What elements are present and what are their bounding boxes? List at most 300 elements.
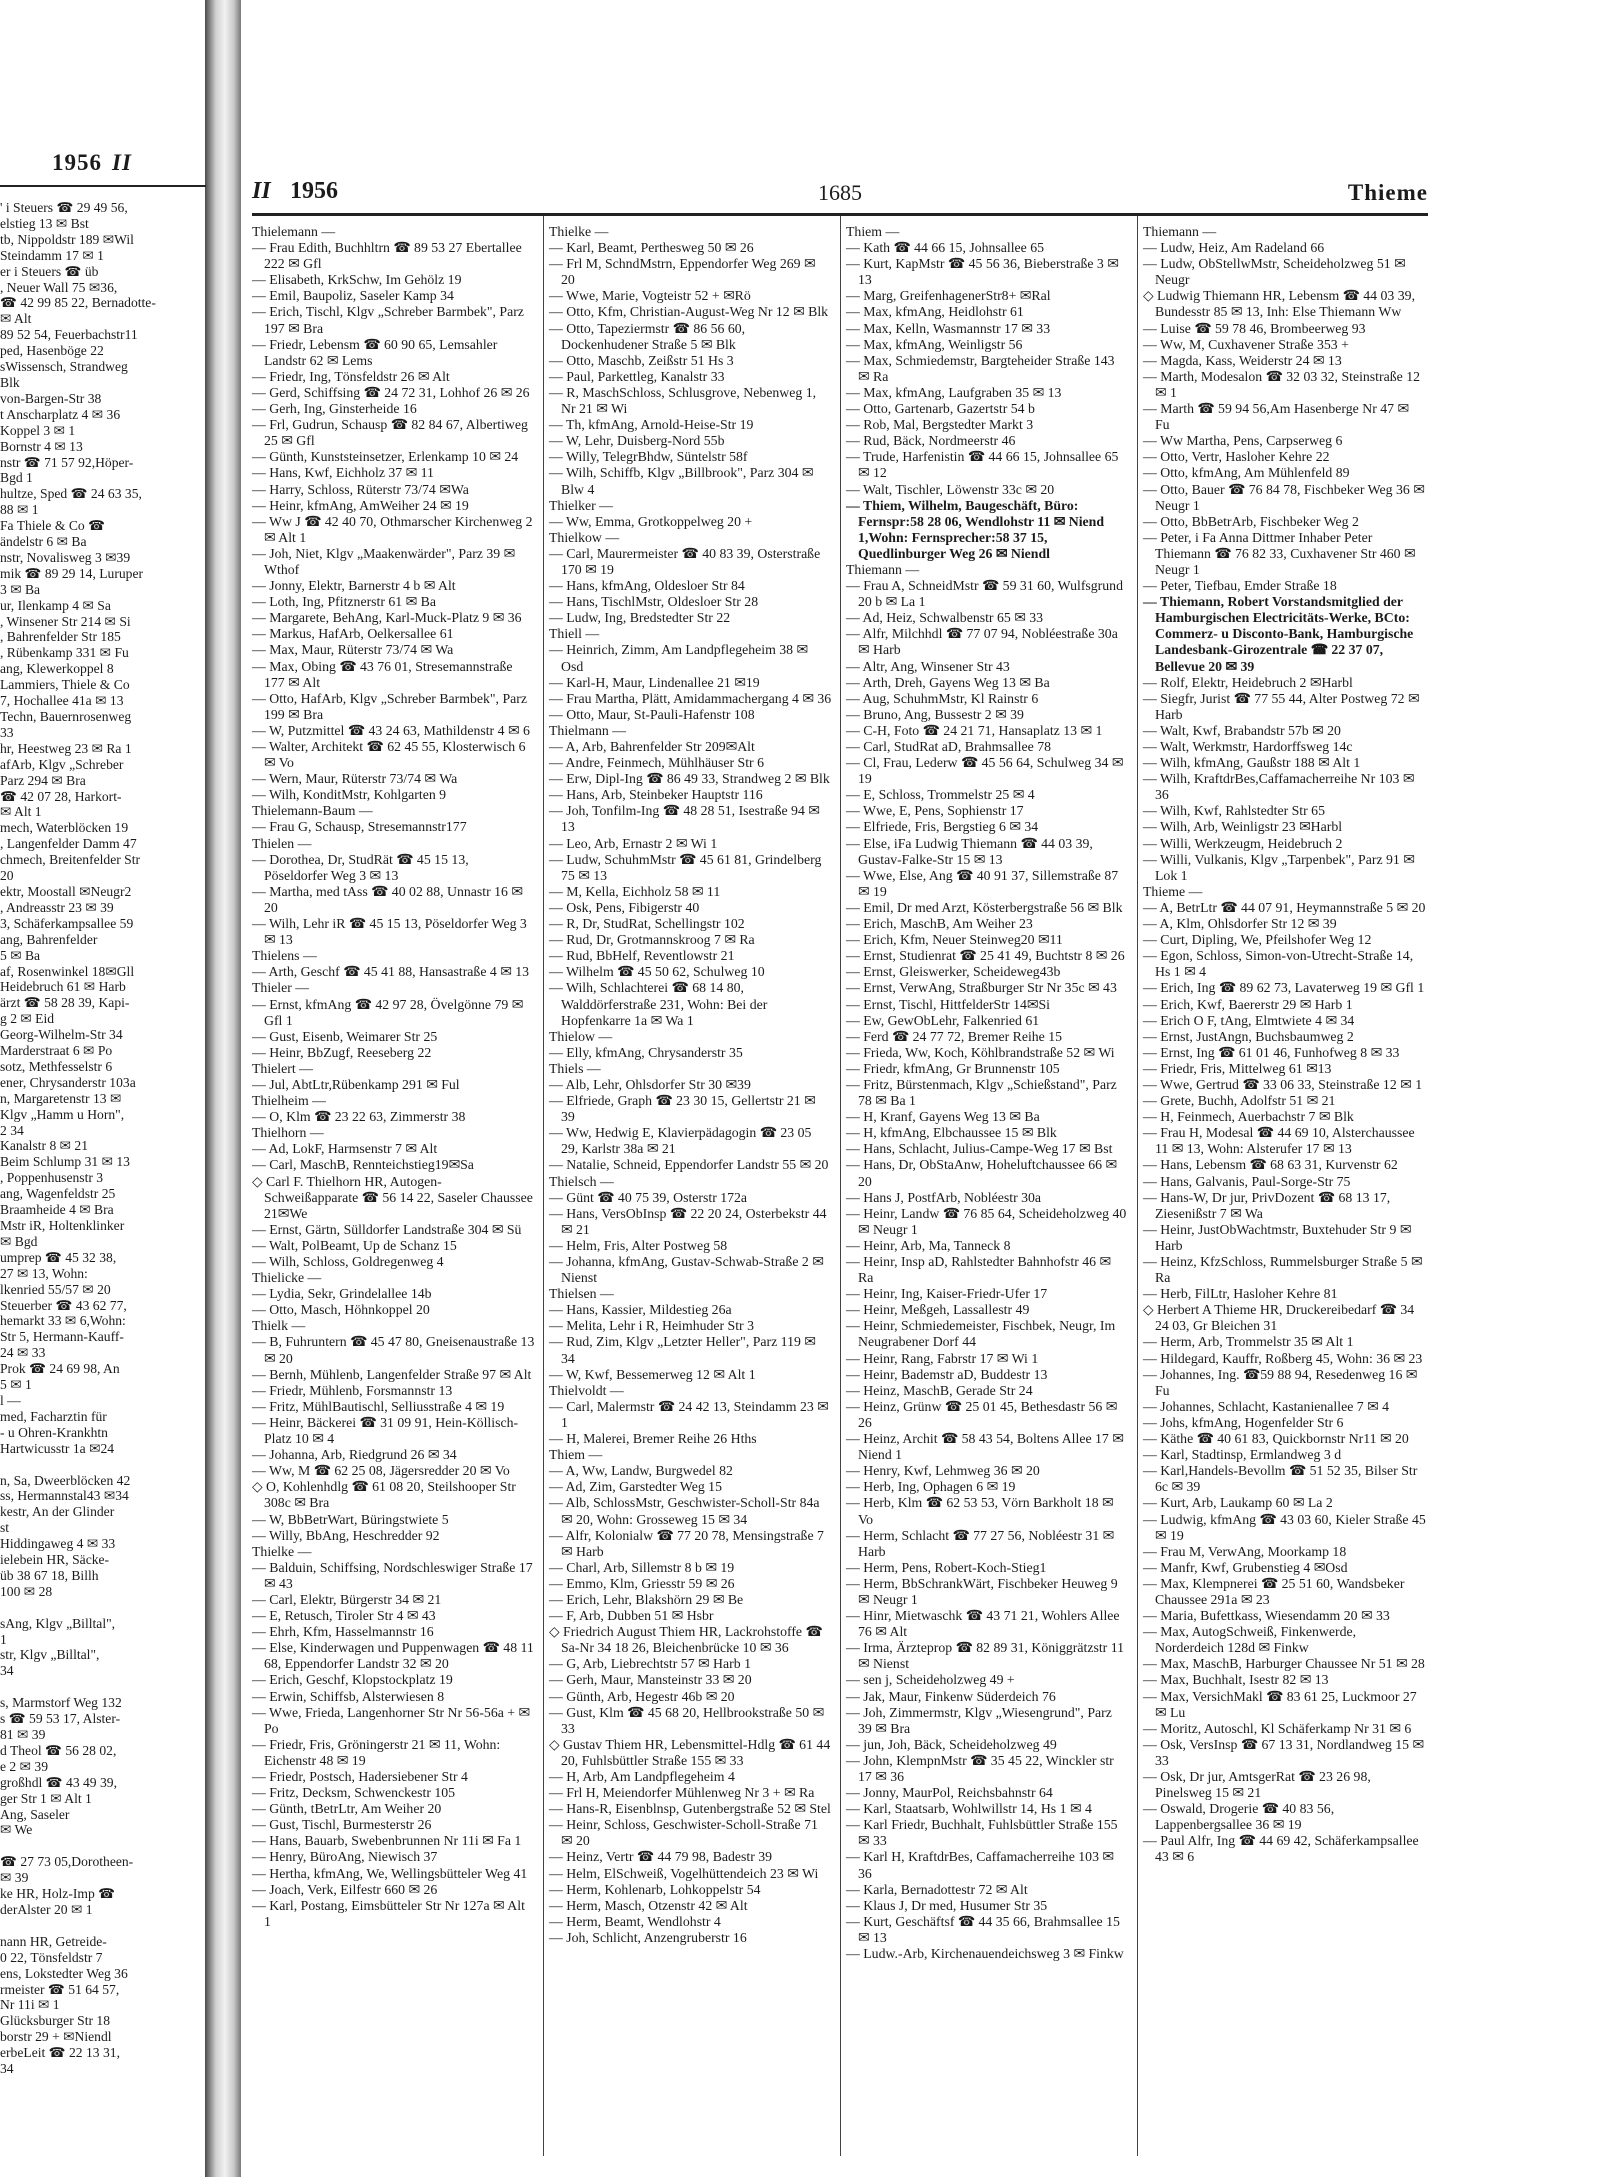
directory-entry: — Kath ☎ 44 66 15, Johnsallee 65 — [846, 240, 1045, 256]
previous-page-line: ang, Bahrenfelder — [0, 931, 98, 947]
directory-entry: — Marg, GreifenhagenerStr8+ ✉Ral — [846, 288, 1051, 304]
directory-entry: — Ww, Hedwig E, Klavierpädagogin ☎ 23 05 29, Karlstr 38a ✉ 21 — [549, 1125, 812, 1157]
previous-page-line: hr, Heestweg 23 ✉ Ra 1 — [0, 740, 132, 756]
directory-entry: — Thiem, Wilhelm, Baugeschäft, Büro: Fernspr:58 28 06, Wendlohstr 11 ✉ Niend 1,Wohn: Fernsprecher:58 37 15, Quedlinburger Weg 26 ✉ Niendl — [846, 497, 1105, 561]
directory-entry: — Gerh, Maur, Mansteinstr 33 ✉ 20 — [549, 1672, 752, 1688]
directory-entry: Thielow — — [549, 1028, 613, 1044]
directory-entry: — Max, Klempnerei ☎ 25 51 60, Wandsbeker Chaussee 291a ✉ 23 — [1143, 1575, 1405, 1607]
previous-page-line: , Langenfelder Damm 47 — [0, 836, 137, 852]
column-separator — [543, 216, 544, 2156]
previous-page-line: sotz, Methfesselstr 6 — [0, 1058, 113, 1074]
directory-entry: — Emmo, Klm, Griesstr 59 ✉ 26 — [549, 1575, 735, 1591]
directory-entry: — Paul, Parkettleg, Kanalstr 33 — [549, 368, 725, 384]
directory-entry: — Wwe, Marie, Vogteistr 52 + ✉Rö — [549, 288, 751, 304]
directory-entry: — H, kfmAng, Elbchaussee 15 ✉ Blk — [846, 1125, 1057, 1141]
directory-entry: — Heinr, JustObWachtmstr, Buxtehuder Str 9 ✉ Harb — [1143, 1221, 1412, 1253]
directory-entry: — Balduin, Schiffsing, Nordschleswiger Straße 17 ✉ 43 — [252, 1559, 533, 1591]
previous-page-line: großhdl ☎ 43 49 39, — [0, 1774, 117, 1790]
directory-entry: Thielhorn — — [252, 1125, 324, 1141]
directory-entry: — Wwe, Gertrud ☎ 33 06 33, Steinstraße 12 ✉ 1 — [1143, 1076, 1423, 1092]
year-label: 1956 — [290, 178, 338, 204]
previous-page-line: 88 ✉ 1 — [0, 502, 39, 518]
directory-entry: — Herm, Beamt, Wendlohstr 4 — [549, 1913, 721, 1929]
directory-entry: — Magda, Kass, Weiderstr 24 ✉ 13 — [1143, 352, 1342, 368]
directory-entry: — Gust, Klm ☎ 45 68 20, Hellbrookstraße 50 ✉ 33 — [549, 1704, 825, 1736]
directory-entry: — Karl-H, Maur, Lindenallee 21 ✉19 — [549, 674, 760, 690]
previous-page-line: Nr 11i ✉ 1 — [0, 1997, 60, 2013]
directory-entry: — Hans, Galvanis, Paul-Sorge-Str 75 — [1143, 1173, 1351, 1189]
directory-entry: — Else, Kinderwagen und Puppenwagen ☎ 48 11 68, Eppendorfer Landstr 32 ✉ 20 — [252, 1640, 534, 1672]
previous-page-line: erbeLeit ☎ 22 13 31, — [0, 2045, 120, 2061]
directory-entry: ◇ Ludwig Thiemann HR, Lebensm ☎ 44 03 39, Bundesstr 85 ✉ 13, Inh: Else Thiemann Ww — [1143, 288, 1416, 320]
directory-entry: — Trude, Harfenistin ☎ 44 66 15, Johnsallee 65 ✉ 12 — [846, 449, 1119, 481]
directory-entry: — Fritz, Decksm, Schwenckestr 105 — [252, 1785, 456, 1801]
previous-page-line — [0, 1679, 206, 1695]
directory-entry: — Erich, Kfm, Neuer Steinweg20 ✉11 — [846, 932, 1063, 948]
directory-entry: — Karl,Handels-Bevollm ☎ 51 52 35, Bilser Str 6c ✉ 39 — [1143, 1463, 1418, 1495]
previous-page-line: ss, Hermannstal43 ✉34 — [0, 1488, 129, 1504]
directory-entry: — C-H, Foto ☎ 24 21 71, Hansaplatz 13 ✉ 1 — [846, 722, 1103, 738]
previous-page-line: derAlster 20 ✉ 1 — [0, 1901, 93, 1917]
directory-entry: — Friedr, Ing, Tönsfeldstr 26 ✉ Alt — [252, 368, 450, 384]
previous-page-line: mik ☎ 89 29 14, Luruper — [0, 565, 144, 581]
directory-entry: Thielens — — [252, 948, 317, 964]
previous-page-line: 34 — [0, 2061, 14, 2077]
directory-entry: — John, KlempnMstr ☎ 35 45 22, Winckler str 17 ✉ 36 — [846, 1752, 1114, 1784]
directory-entry: — Johannes, Ing. ☎59 88 94, Resedenweg 16 ✉ Fu — [1143, 1366, 1418, 1398]
previous-page-line: 1 — [0, 1631, 7, 1647]
previous-page-line: borstr 29 + ✉Niendl — [0, 2029, 112, 2045]
previous-page-line: ✉ We — [0, 1822, 33, 1838]
directory-entry: — Erich, Kwf, Baererstr 29 ✉ Harb 1 — [1143, 996, 1353, 1012]
directory-entry: — Ernst, Gärtn, Sülldorfer Landstraße 304 ✉ Sü — [252, 1221, 522, 1237]
directory-entry: — Alfr, Kolonialw ☎ 77 20 78, Mensingstraße 7 ✉ Harb — [549, 1527, 824, 1559]
directory-entry: — Otto, Tapeziermstr ☎ 86 56 60, Dockenhudener Straße 5 ✉ Blk — [549, 320, 746, 352]
page-number: 1685 — [818, 180, 862, 205]
directory-entry: — Arth, Geschf ☎ 45 41 88, Hansastraße 4 ✉ 13 — [252, 964, 530, 980]
previous-page-header — [52, 150, 202, 176]
directory-entry: — Kurt, Arb, Laukamp 60 ✉ La 2 — [1143, 1495, 1333, 1511]
previous-page-line: Hartwicusstr 1a ✉24 — [0, 1440, 115, 1456]
directory-entry: — Joh, Tonfilm-Ing ☎ 48 28 51, Isestraße 94 ✉ 13 — [549, 803, 820, 835]
directory-entry: — H, Kranf, Gayens Weg 13 ✉ Ba — [846, 1109, 1040, 1125]
directory-entry: — Oswald, Drogerie ☎ 40 83 56, Lappenbergsallee 36 ✉ 19 — [1143, 1801, 1335, 1833]
directory-entry: Thielke — — [549, 224, 609, 239]
directory-entry: — Else, iFa Ludwig Thiemann ☎ 44 03 39, Gustav-Falke-Str 15 ✉ 13 — [846, 835, 1093, 867]
directory-entry: — Bernh, Mühlenb, Langenfelder Straße 97 ✉ Alt — [252, 1366, 532, 1382]
directory-entry: — Willy, TelegrBhdw, Süntelstr 58f — [549, 449, 748, 465]
directory-entry: — Friedr, kfmAng, Gr Brunnenstr 105 — [846, 1060, 1060, 1076]
previous-page-line: 24 ✉ 33 — [0, 1345, 46, 1361]
directory-entry: — Lydia, Sekr, Grindelallee 14b — [252, 1286, 432, 1302]
directory-entry: — Hildegard, Kauffr, Roßberg 45, Wohn: 36 ✉ 23 — [1143, 1350, 1423, 1366]
directory-entry: — Heinz, Vertr ☎ 44 79 98, Badestr 39 — [549, 1849, 773, 1865]
previous-page-line: 3 ✉ Ba — [0, 581, 41, 597]
directory-entry: — Jul, AbtLtr,Rübenkamp 291 ✉ Ful — [252, 1076, 460, 1092]
directory-entry: — Max, Maur, Rüterstr 73/74 ✉ Wa — [252, 642, 454, 658]
directory-entry: — Elfriede, Fris, Bergstieg 6 ✉ 34 — [846, 819, 1039, 835]
directory-entry: — Friedr, Fris, Gröningerstr 21 ✉ 11, Wohn: Eichenstr 48 ✉ 19 — [252, 1736, 501, 1768]
directory-entry: — H, Arb, Am Landpflegeheim 4 — [549, 1769, 735, 1784]
directory-entry: — Frau Martha, Plätt, Amidammachergang 4 ✉ 36 — [549, 690, 832, 706]
directory-entry: — Herm, Kohlenarb, Lohkoppelstr 54 — [549, 1881, 761, 1897]
previous-page-line: üb 38 67 18, Billh — [0, 1567, 99, 1583]
previous-page-line — [0, 1457, 206, 1473]
directory-entry: — Heinz, Grünw ☎ 25 01 45, Bethesdastr 56 ✉ 26 — [846, 1398, 1118, 1430]
directory-entry: — Hertha, kfmAng, We, Wellingsbütteler Weg 41 — [252, 1865, 528, 1881]
previous-page-line: ektr, Moostall ✉Neugr2 — [0, 883, 132, 899]
previous-page-line: Hiddingaweg 4 ✉ 33 — [0, 1536, 116, 1552]
directory-entry: — Frl H, Meiendorfer Mühlenweg Nr 3 + ✉ Ra — [549, 1785, 815, 1801]
directory-entry: — Ww Martha, Pens, Carpserweg 6 — [1143, 433, 1343, 449]
previous-page-line: Heidebruch 61 ✉ Harb — [0, 979, 126, 995]
previous-page-line: , Bahrenfelder Str 185 — [0, 629, 121, 645]
directory-entry: — W, Putzmittel ☎ 43 24 63, Mathildenstr 4 ✉ 6 — [252, 722, 530, 738]
directory-entry: — Max, kfmAng, Heidlohstr 61 — [846, 304, 1024, 320]
directory-entry: — Erich, Tischl, Klgv „Schreber Barmbek", Parz 197 ✉ Bra — [252, 304, 524, 336]
directory-entry: — Henry, BüroAng, Niewisch 37 — [252, 1849, 438, 1865]
directory-entry: Thielemann-Baum — — [252, 803, 373, 819]
directory-entry: — Erich, Geschf, Klopstockplatz 19 — [252, 1672, 453, 1688]
directory-entry: — Wilh, kfmAng, Gaußstr 188 ✉ Alt 1 — [1143, 755, 1361, 771]
directory-entry: Thiemann — — [846, 561, 920, 577]
previous-page-line: ☎ 42 07 28, Harkort- — [0, 788, 122, 804]
previous-page-line: 27 ✉ 13, Wohn: — [0, 1265, 88, 1281]
previous-page-line: Parz 294 ✉ Bra — [0, 772, 86, 788]
directory-entry: — Erwin, Schiffsb, Alsterwiesen 8 — [252, 1688, 445, 1704]
running-head: Thieme — [1347, 180, 1428, 205]
previous-page-line: mech, Waterblöcken 19 — [0, 820, 129, 836]
directory-entry: — Rob, Mal, Bergstedter Markt 3 — [846, 417, 1034, 433]
directory-entry: — Herm, BbSchrankWärt, Fischbeker Heuweg 9 ✉ Neugr 1 — [846, 1575, 1118, 1607]
previous-page-line: Techn, Bauernrosenweg — [0, 709, 132, 724]
directory-entry: — Wilh, Schiffb, Klgv „Billbrook", Parz 304 ✉ Blw 4 — [549, 465, 814, 497]
previous-page-line: 100 ✉ 28 — [0, 1583, 53, 1599]
previous-page-fragment — [0, 0, 208, 2177]
previous-page-line: umprep ☎ 45 32 38, — [0, 1249, 117, 1265]
directory-entry: — Hans, Lebensm ☎ 68 63 31, Kurvenstr 62 — [1143, 1157, 1398, 1173]
previous-page-line: nann HR, Getreide- — [0, 1933, 107, 1949]
directory-entry: — Heinr, Insp aD, Rahlstedter Bahnhofstr 46 ✉ Ra — [846, 1254, 1112, 1286]
previous-page-year: 1956 — [52, 150, 102, 175]
page-header — [252, 178, 1428, 212]
directory-entry: — Ehrh, Kfm, Hasselmannstr 16 — [252, 1624, 434, 1640]
directory-entry: — Hans, Arb, Steinbeker Hauptstr 116 — [549, 787, 763, 803]
directory-entry: — Ernst, kfmAng ☎ 42 97 28, Övelgönne 79 ✉ Gfl 1 — [252, 996, 524, 1028]
directory-entry: — Max, Kelln, Wasmannstr 17 ✉ 33 — [846, 320, 1051, 336]
directory-entry: — Erich, Lehr, Blakshörn 29 ✉ Be — [549, 1591, 744, 1607]
directory-entry: — Heinr, Landw ☎ 76 85 64, Scheideholzweg 40 ✉ Neugr 1 — [846, 1205, 1127, 1237]
previous-page-line: st — [0, 1520, 10, 1536]
directory-entry: — Karla, Bernadottestr 72 ✉ Alt — [846, 1881, 1028, 1897]
column-separator — [840, 216, 841, 2156]
previous-page-line: 33 — [0, 724, 14, 740]
previous-page-line: elstieg 13 ✉ Bst — [0, 215, 89, 231]
previous-page-volume: II — [112, 150, 132, 175]
directory-entry: — Irma, Ärzteprop ☎ 82 89 31, Königgrätzstr 11 ✉ Nienst — [846, 1640, 1124, 1672]
directory-entry: Thielheim — — [252, 1093, 326, 1109]
directory-entry: — Fritz, Bürstenmach, Klgv „Schießstand", Parz 78 ✉ Ba 1 — [846, 1076, 1117, 1109]
previous-page-line: ang, Klewerkoppel 8 — [0, 661, 114, 677]
previous-page-line: sWissensch, Strandweg — [0, 359, 128, 375]
directory-entry: — Cl, Frau, Lederw ☎ 45 56 64, Schulweg 34 ✉ 19 — [846, 755, 1124, 787]
directory-entry: — Friedr, Mühlenb, Forsmannstr 13 — [252, 1382, 453, 1398]
previous-page-line: kestr, An der Glinder — [0, 1504, 115, 1520]
directory-entry: Thielsch — — [549, 1173, 614, 1189]
column-separator — [1137, 216, 1138, 2156]
directory-entry: — Henry, Kwf, Lehmweg 36 ✉ 20 — [846, 1463, 1040, 1479]
directory-entry: — Wilh, Lehr iR ☎ 45 15 13, Pöseldorfer Weg 3 ✉ 13 — [252, 916, 527, 948]
directory-entry: Thiels — — [549, 1060, 601, 1076]
previous-page-line: 20 — [0, 868, 14, 884]
directory-entry: Thiem — — [549, 1447, 603, 1463]
directory-entry: — Karl, Beamt, Perthesweg 50 ✉ 26 — [549, 240, 754, 256]
directory-entry: — Walt, Werkmstr, Hardorffsweg 14c — [1143, 739, 1353, 754]
previous-page-line: str, Klgv „Billtal", — [0, 1647, 100, 1663]
directory-entry: — Rud, Zim, Klgv „Letzter Heller", Parz 119 ✉ 34 — [549, 1334, 816, 1366]
previous-page-line: Glücksburger Str 18 — [0, 2013, 110, 2029]
directory-entry: — Heinr, kfmAng, AmWeiher 24 ✉ 19 — [252, 497, 469, 513]
directory-entry: ◇ Carl F. Thielhorn HR, Autogen-Schweißapparate ☎ 56 14 22, Saseler Chaussee 21✉We — [252, 1173, 533, 1221]
directory-entry: — Aug, SchuhmMstr, Kl Rainstr 6 — [846, 690, 1039, 706]
directory-entry: — Alb, SchlossMstr, Geschwister-Scholl-Str 84a ✉ 20, Wohn: Grosseweg 15 ✉ 34 — [549, 1495, 820, 1527]
previous-page-line: Steindamm 17 ✉ 1 — [0, 247, 104, 263]
directory-entry: — Otto, Vertr, Hasloher Kehre 22 — [1143, 449, 1330, 465]
previous-page-line: 3, Schäferkampsallee 59 — [0, 915, 134, 931]
directory-entry: — Peter, i Fa Anna Dittmer Inhaber Peter Thiemann ☎ 76 82 33, Cuxhavener Str 460 ✉ Neugr 1 — [1143, 529, 1416, 577]
directory-entry: Thielmann — — [549, 722, 627, 738]
directory-entry: — Otto, Maur, St-Pauli-Hafenstr 108 — [549, 706, 755, 722]
previous-page-line: ✉ 39 — [0, 1870, 29, 1886]
directory-entry: — Elfriede, Graph ☎ 23 30 15, Gellertstr 21 ✉ 39 — [549, 1093, 816, 1125]
directory-column-4 — [1143, 224, 1426, 1866]
previous-page-line: 89 52 54, Feuerbachstr11 — [0, 327, 138, 343]
directory-entry: Thielert — — [252, 1060, 313, 1076]
previous-page-line: , Andreasstr 23 ✉ 39 — [0, 899, 114, 915]
directory-column-3 — [846, 224, 1129, 1962]
directory-entry: — Maria, Bufettkass, Wiesendamm 20 ✉ 33 — [1143, 1608, 1390, 1624]
previous-page-line: 5 ✉ 1 — [0, 1377, 32, 1393]
directory-entry: — Herm, Pens, Robert-Koch-Stieg1 — [846, 1559, 1047, 1575]
directory-entry: — Helm, ElSchweiß, Vogelhüttendeich 23 ✉ Wi — [549, 1865, 819, 1881]
directory-entry: — Natalie, Schneid, Eppendorfer Landstr 55 ✉ 20 — [549, 1157, 829, 1173]
directory-entry: — Siegfr, Jurist ☎ 77 55 44, Alter Postweg 72 ✉ Harb — [1143, 690, 1420, 722]
directory-entry: — Peter, Tiefbau, Emder Straße 18 — [1143, 578, 1337, 594]
directory-entry: — Grete, Buchh, Adolfstr 51 ✉ 21 — [1143, 1093, 1336, 1109]
directory-entry: — Johs, kfmAng, Hogenfelder Str 6 — [1143, 1414, 1344, 1430]
directory-entry: — Gust, Tischl, Burmesterstr 26 — [252, 1817, 432, 1833]
directory-entry: — Osk, Pens, Fibigerstr 40 — [549, 899, 700, 915]
directory-entry: Thielicke — — [252, 1270, 322, 1286]
directory-entry: — Ludw, Ing, Bredstedter Str 22 — [549, 610, 731, 626]
directory-entry: — Willi, Werkzeugm, Heidebruch 2 — [1143, 835, 1343, 851]
directory-entry: — Carl, MaschB, Rennteichstieg19✉Sa — [252, 1157, 474, 1173]
previous-page-line: s ☎ 59 53 17, Alster- — [0, 1711, 121, 1727]
previous-page-line: 34 — [0, 1663, 14, 1679]
directory-entry: — Friedr, Postsch, Hadersiebener Str 4 — [252, 1769, 468, 1784]
previous-page-line: Ang, Saseler — [0, 1806, 70, 1822]
book-gutter — [205, 0, 241, 2177]
previous-page-line: Marderstraat 6 ✉ Po — [0, 1043, 113, 1059]
directory-entry: — Hans, Schlacht, Julius-Campe-Weg 17 ✉ Bst — [846, 1141, 1113, 1157]
previous-page-line: Fa Thiele & Co ☎ — [0, 518, 106, 534]
directory-entry: Thielker — — [549, 497, 613, 513]
directory-entry: — Walt, Kwf, Brabandstr 57b ✉ 20 — [1143, 722, 1341, 738]
directory-entry: — Käthe ☎ 40 61 83, Quickbornstr Nr11 ✉ 20 — [1143, 1431, 1409, 1447]
directory-entry: — Ludwig, kfmAng ☎ 43 03 60, Kieler Straße 45 ✉ 19 — [1143, 1511, 1426, 1543]
directory-entry: — Egon, Schloss, Simon-von-Utrecht-Straße 14, Hs 1 ✉ 4 — [1143, 948, 1414, 980]
previous-page-line: d Theol ☎ 56 28 02, — [0, 1742, 117, 1758]
directory-entry: — Heinz, Archit ☎ 58 43 54, Boltens Allee 17 ✉ Niend 1 — [846, 1431, 1124, 1463]
directory-entry: — Arth, Dreh, Gayens Weg 13 ✉ Ba — [846, 674, 1050, 690]
directory-entry: — F, Arb, Dubben 51 ✉ Hsbr — [549, 1608, 714, 1624]
directory-entry: — O, Klm ☎ 23 22 63, Zimmerstr 38 — [252, 1109, 466, 1125]
directory-entry: — Ww J ☎ 42 40 70, Othmarscher Kirchenweg 2 ✉ Alt 1 — [252, 513, 533, 545]
directory-entry: — Frau A, SchneidMstr ☎ 59 31 60, Wulfsgrund 20 b ✉ La 1 — [846, 578, 1123, 610]
directory-entry: — Hans, Kassier, Mildestieg 26a — [549, 1302, 732, 1318]
directory-entry: Thiem — — [846, 224, 900, 239]
previous-page-rule — [0, 185, 206, 187]
directory-entry: — Wilh, Schloss, Goldregenweg 4 — [252, 1254, 444, 1269]
directory-entry: — Joh, Schlicht, Anzengruberstr 16 — [549, 1929, 747, 1945]
directory-entry: Thieme — — [1143, 883, 1203, 899]
directory-entry: — Erw, Dipl-Ing ☎ 86 49 33, Strandweg 2 ✉ Blk — [549, 771, 830, 787]
previous-page-line: af, Rosenwinkel 18✉Gll — [0, 963, 135, 979]
directory-entry: — Heinr, Arb, Ma, Tanneck 8 — [846, 1237, 1011, 1253]
previous-page-line — [0, 1918, 206, 1934]
previous-page-line: Str 5, Hermann-Kauff- — [0, 1329, 124, 1345]
directory-entry: — Erich O F, tAng, Elmtwiete 4 ✉ 34 — [1143, 1012, 1355, 1028]
directory-entry: — Ludw, Heiz, Am Radeland 66 — [1143, 240, 1325, 256]
directory-entry: — Wwe, Frieda, Langenhorner Str Nr 56-56a + ✉ Po — [252, 1704, 531, 1736]
directory-entry: — Gerd, Schiffsing ☎ 24 72 31, Lohhof 26 ✉ 26 — [252, 384, 530, 400]
directory-entry: — Hans-R, Eisenblnsp, Gutenbergstraße 52 ✉ Stel — [549, 1801, 831, 1817]
directory-entry: — Carl, Maurermeister ☎ 40 83 39, Osterstraße 170 ✉ 19 — [549, 545, 821, 577]
previous-page-line: Braamheide 4 ✉ Bra — [0, 1202, 114, 1218]
directory-entry: ◇ Friedrich August Thiem HR, Lackrohstoffe ☎ Sa-Nr 34 18 26, Bleichenbrücke 10 ✉ 36 — [549, 1624, 823, 1656]
directory-entry: — Herm, Arb, Trommelstr 35 ✉ Alt 1 — [1143, 1334, 1354, 1350]
directory-entry: — Wilh, Kwf, Rahlstedter Str 65 — [1143, 803, 1325, 819]
previous-page-column — [0, 200, 206, 2077]
directory-entry: — Wilh, Schlachterei ☎ 68 14 80, Walddörferstraße 231, Wohn: Bei der Hopfenkarre 1a ✉ Wa 1 — [549, 980, 768, 1028]
previous-page-line: , Neuer Wall 75 ✉36, — [0, 279, 118, 295]
directory-entry: — Ww, M ☎ 62 25 08, Jägersredder 20 ✉ Vo — [252, 1463, 510, 1479]
previous-page-line: med, Facharztin für — [0, 1408, 107, 1424]
directory-entry: — Otto, Maschb, Zeißstr 51 Hs 3 — [549, 352, 734, 368]
directory-entry: — Friedr, Lebensm ☎ 60 90 65, Lemsahler Landstr 62 ✉ Lems — [252, 336, 498, 368]
directory-entry: — A, Arb, Bahrenfelder Str 209✉Alt — [549, 739, 755, 754]
directory-entry: — Manfr, Kwf, Grubenstieg 4 ✉Osd — [1143, 1559, 1348, 1575]
previous-page-line: von-Bargen-Str 38 — [0, 390, 102, 406]
directory-entry: — Herm, Masch, Otzenstr 42 ✉ Alt — [549, 1897, 748, 1913]
previous-page-line: ✉ Bgd — [0, 1233, 38, 1249]
previous-page-line: 5 ✉ Ba — [0, 947, 41, 963]
previous-page-line: Bornstr 4 ✉ 13 — [0, 438, 83, 454]
directory-entry: — Emil, Baupoliz, Saseler Kamp 34 — [252, 288, 454, 304]
directory-entry: — Hinr, Mietwaschk ☎ 43 71 21, Wohlers Allee 76 ✉ Alt — [846, 1608, 1120, 1640]
directory-entry: — Osk, VersInsp ☎ 67 13 31, Nordlandweg 15 ✉ 33 — [1143, 1736, 1425, 1768]
directory-entry: — Elisabeth, KrkSchw, Im Gehölz 19 — [252, 272, 462, 288]
directory-entry: — Hans, VersObInsp ☎ 22 20 24, Osterbekstr 44 ✉ 21 — [549, 1205, 827, 1237]
directory-entry: — Jonny, Elektr, Barnerstr 4 b ✉ Alt — [252, 578, 456, 594]
directory-entry: — Heinr, Bäckerei ☎ 31 09 91, Hein-Köllisch-Platz 10 ✉ 4 — [252, 1414, 519, 1447]
directory-entry: — Kurt, Geschäftsf ☎ 44 35 66, Brahmsallee 15 ✉ 13 — [846, 1913, 1120, 1945]
directory-entry: — Helm, Fris, Alter Postweg 58 — [549, 1237, 728, 1253]
directory-entry: — Heinz, MaschB, Gerade Str 24 — [846, 1382, 1033, 1398]
directory-entry: — Markus, HafArb, Oelkersallee 61 — [252, 626, 454, 642]
directory-entry: Thiell — — [549, 626, 600, 642]
directory-entry: — Wilhelm ☎ 45 50 62, Schulweg 10 — [549, 964, 765, 980]
directory-entry: — E, Schloss, Trommelstr 25 ✉ 4 — [846, 787, 1035, 803]
directory-entry: — Ernst, VerwAng, Straßburger Str Nr 35c ✉ 43 — [846, 980, 1117, 996]
directory-entry: — Max, AutogSchweiß, Finkenwerde, Norderdeich 128d ✉ Finkw — [1143, 1624, 1357, 1656]
previous-page-line: Mstr iR, Holtenklinker — [0, 1218, 125, 1233]
previous-page-line: t Anscharplatz 4 ✉ 36 — [0, 406, 121, 422]
previous-page-line: e 2 ✉ 39 — [0, 1758, 49, 1774]
directory-entry: — Wwe, E, Pens, Sophienstr 17 — [846, 803, 1024, 819]
directory-entry: — Luise ☎ 59 78 46, Brombeerweg 93 — [1143, 320, 1366, 336]
directory-entry: — Bruno, Ang, Bussestr 2 ✉ 39 — [846, 706, 1024, 722]
directory-entry: — Heinr, Bademstr aD, Buddestr 13 — [846, 1366, 1048, 1382]
directory-entry: — W, BbBetrWart, Büringstwiete 5 — [252, 1511, 449, 1527]
directory-entry: — Johanna, kfmAng, Gustav-Schwab-Straße 2 ✉ Nienst — [549, 1254, 824, 1286]
previous-page-line: Beim Schlump 31 ✉ 13 — [0, 1154, 130, 1170]
directory-entry: — Friedr, Fris, Mittelweg 61 ✉13 — [1143, 1060, 1332, 1076]
directory-entry: ◇ Herbert A Thieme HR, Druckereibedarf ☎ 34 24 03, Gr Bleichen 31 — [1143, 1302, 1415, 1334]
directory-entry: — Wilh, Arb, Weinligstr 23 ✉Harbl — [1143, 819, 1343, 835]
directory-entry: — Ew, GewObLehr, Falkenried 61 — [846, 1012, 1040, 1028]
previous-page-line: chmech, Breitenfelder Str — [0, 852, 141, 868]
directory-entry: — Otto, Gartenarb, Gazertstr 54 b — [846, 401, 1035, 417]
previous-page-line: Klgv „Hamm u Horn", — [0, 1106, 125, 1122]
previous-page-line: 7, Hochallee 41a ✉ 13 — [0, 693, 124, 709]
directory-entry: — Wern, Maur, Rüterstr 73/74 ✉ Wa — [252, 771, 458, 787]
directory-entry: — W, Kwf, Bessemerweg 12 ✉ Alt 1 — [549, 1366, 756, 1382]
directory-entry: — Max, kfmAng, Laufgraben 35 ✉ 13 — [846, 384, 1062, 400]
previous-page-line: ändelstr 6 ✉ Ba — [0, 534, 87, 550]
directory-entry: — Margarete, BehAng, Karl-Muck-Platz 9 ✉ 36 — [252, 610, 522, 626]
directory-entry: — E, Retusch, Tiroler Str 4 ✉ 43 — [252, 1608, 436, 1624]
directory-entry: — Johanna, Arb, Riedgrund 26 ✉ 34 — [252, 1447, 457, 1463]
directory-entry: — Günth, tBetrLtr, Am Weiher 20 — [252, 1801, 442, 1817]
previous-page-line — [0, 1838, 206, 1854]
directory-entry: — Joh, Niet, Klgv „Maakenwärder", Parz 39 ✉ Wthof — [252, 545, 516, 577]
previous-page-line: ens, Lokstedter Weg 36 — [0, 1965, 128, 1981]
previous-page-line: ielebein HR, Säcke- — [0, 1552, 110, 1568]
directory-entry: — Karl H, KraftdrBes, Caffamacherreihe 103 ✉ 36 — [846, 1849, 1114, 1881]
directory-entry: — Ernst, Ing ☎ 61 01 46, Funhofweg 8 ✉ 33 — [1143, 1044, 1400, 1060]
directory-entry: — Otto, HafArb, Klgv „Schreber Barmbek", Parz 199 ✉ Bra — [252, 690, 527, 722]
directory-entry: — Max, Buchhalt, Isestr 82 ✉ 13 — [1143, 1672, 1329, 1688]
previous-page-line: Steuerber ☎ 43 62 77, — [0, 1297, 127, 1313]
directory-entry: — Frau Edith, Buchhltrn ☎ 89 53 27 Ebertallee 222 ✉ Gfl — [252, 240, 522, 272]
directory-entry: ◇ O, Kohlenhdlg ☎ 61 08 20, Steilshooper Str 308c ✉ Bra — [252, 1479, 516, 1511]
directory-entry: — Ludw, ObStellwMstr, Scheideholzweg 51 ✉ Neugr — [1143, 256, 1406, 288]
directory-entry: — Loth, Ing, Pfitznerstr 61 ✉ Ba — [252, 594, 436, 610]
previous-page-line: hultze, Sped ☎ 24 63 35, — [0, 486, 142, 502]
previous-page-line: Bgd 1 — [0, 470, 33, 486]
directory-entry: — Jonny, MaurPol, Reichsbahnstr 64 — [846, 1785, 1053, 1801]
directory-entry: — Max, Obing ☎ 43 76 01, Stresemannstraße 177 ✉ Alt — [252, 658, 513, 690]
directory-entry: — H, Feinmech, Auerbachstr 7 ✉ Blk — [1143, 1109, 1354, 1125]
directory-entry: — A, BetrLtr ☎ 44 07 91, Heymannstraße 5 ✉ 20 — [1143, 899, 1426, 915]
directory-entry: — Frieda, Ww, Koch, Köhlbrandstraße 52 ✉ Wi — [846, 1044, 1115, 1060]
previous-page-line: n, Margaretenstr 13 ✉ — [0, 1090, 122, 1106]
directory-column-2 — [549, 224, 832, 1946]
directory-entry: — Hans, Bauarb, Swebenbrunnen Nr 11i ✉ Fa 1 — [252, 1833, 522, 1849]
directory-entry: — Dorothea, Dr, StudRät ☎ 45 15 13, Pöseldorfer Weg 3 ✉ 13 — [252, 851, 469, 883]
directory-entry: — Otto, Masch, Höhnkoppel 20 — [252, 1302, 430, 1318]
